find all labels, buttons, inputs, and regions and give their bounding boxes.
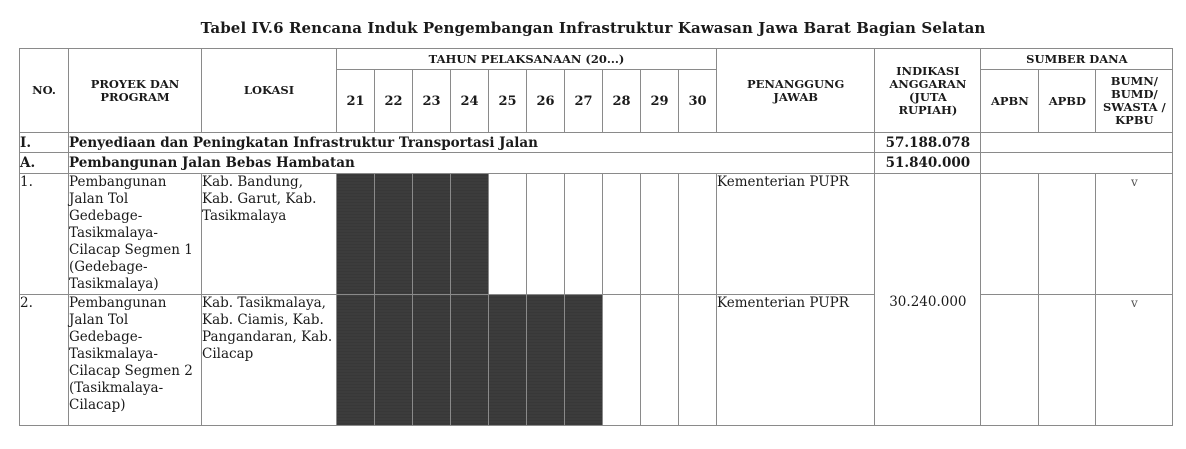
- section-label: Pembangunan Jalan Bebas Hambatan: [69, 153, 875, 174]
- year-cell: [641, 295, 679, 426]
- row-bumn-mark: v: [1096, 174, 1173, 295]
- header-bumn: BUMN/ BUMD/ SWASTA / KPBU: [1096, 70, 1173, 133]
- year-cell: [337, 174, 375, 295]
- header-year: 23: [413, 70, 451, 133]
- table-title: Tabel IV.6 Rencana Induk Pengembangan Infrastruktur Kawasan Jawa Barat Bagian Selatan: [200, 19, 986, 37]
- header-year: 28: [603, 70, 641, 133]
- row-number: 1.: [20, 174, 69, 295]
- year-cell: [527, 174, 565, 295]
- section-row: [20, 133, 1173, 153]
- section-budget: 51.840.000: [875, 153, 981, 174]
- section-row: [20, 153, 1173, 174]
- year-cell: [489, 174, 527, 295]
- header-lokasi: LOKASI: [202, 49, 337, 133]
- header-penanggung: PENANGGUNG JAWAB: [717, 49, 875, 133]
- table-row: [20, 174, 1173, 295]
- header-year: 24: [451, 70, 489, 133]
- header-apbd: APBD: [1039, 70, 1096, 133]
- row-apbd: [1039, 174, 1096, 295]
- year-cell: [375, 295, 413, 426]
- row-apbn: [981, 295, 1039, 426]
- row-apbd: [1039, 295, 1096, 426]
- year-cell: [413, 295, 451, 426]
- header-apbn: APBN: [981, 70, 1039, 133]
- year-cell: [375, 174, 413, 295]
- year-cell: [451, 174, 489, 295]
- row-bumn-mark: v: [1096, 295, 1173, 426]
- year-cell: [565, 295, 603, 426]
- year-cell: [489, 295, 527, 426]
- year-cell: [641, 174, 679, 295]
- header-no: NO.: [20, 49, 69, 133]
- year-cell: [451, 295, 489, 426]
- master-plan-table: [19, 48, 1173, 426]
- header-indikasi: INDIKASI ANGGARAN (JUTA RUPIAH): [875, 49, 981, 133]
- header-year: 27: [565, 70, 603, 133]
- section-number: I.: [20, 133, 69, 153]
- header-year: 22: [375, 70, 413, 133]
- merged-budget: 30.240.000: [875, 174, 981, 426]
- table-row: [20, 295, 1173, 426]
- header-year: 29: [641, 70, 679, 133]
- year-cell: [413, 174, 451, 295]
- row-proyek: Pembangunan Jalan Tol Gedebage-Tasikmalaya-Cilacap Segmen 2 (Tasikmalaya-Cilacap): [69, 295, 202, 426]
- header-year: 25: [489, 70, 527, 133]
- year-cell: [603, 295, 641, 426]
- header-proyek: PROYEK DAN PROGRAM: [69, 49, 202, 133]
- year-cell: [337, 295, 375, 426]
- row-lokasi: Kab. Tasikmalaya, Kab. Ciamis, Kab. Pangandaran, Kab. Cilacap: [202, 295, 337, 426]
- row-penanggung: Kementerian PUPR: [717, 174, 875, 295]
- section-number: A.: [20, 153, 69, 174]
- section-label: Penyediaan dan Peningkatan Infrastruktur Transportasi Jalan: [69, 133, 875, 153]
- row-apbn: [981, 174, 1039, 295]
- year-cell: [679, 174, 717, 295]
- year-cell: [565, 174, 603, 295]
- header-year: 30: [679, 70, 717, 133]
- year-cell: [527, 295, 565, 426]
- section-budget: 57.188.078: [875, 133, 981, 153]
- header-tahun: TAHUN PELAKSANAAN (20...): [337, 49, 717, 70]
- year-cell: [603, 174, 641, 295]
- row-lokasi: Kab. Bandung, Kab. Garut, Kab. Tasikmalaya: [202, 174, 337, 295]
- header-sumber: SUMBER DANA: [981, 49, 1173, 70]
- header-year: 26: [527, 70, 565, 133]
- header-year: 21: [337, 70, 375, 133]
- row-number: 2.: [20, 295, 69, 426]
- row-penanggung: Kementerian PUPR: [717, 295, 875, 426]
- row-proyek: Pembangunan Jalan Tol Gedebage-Tasikmalaya-Cilacap Segmen 1 (Gedebage-Tasikmalaya): [69, 174, 202, 295]
- year-cell: [679, 295, 717, 426]
